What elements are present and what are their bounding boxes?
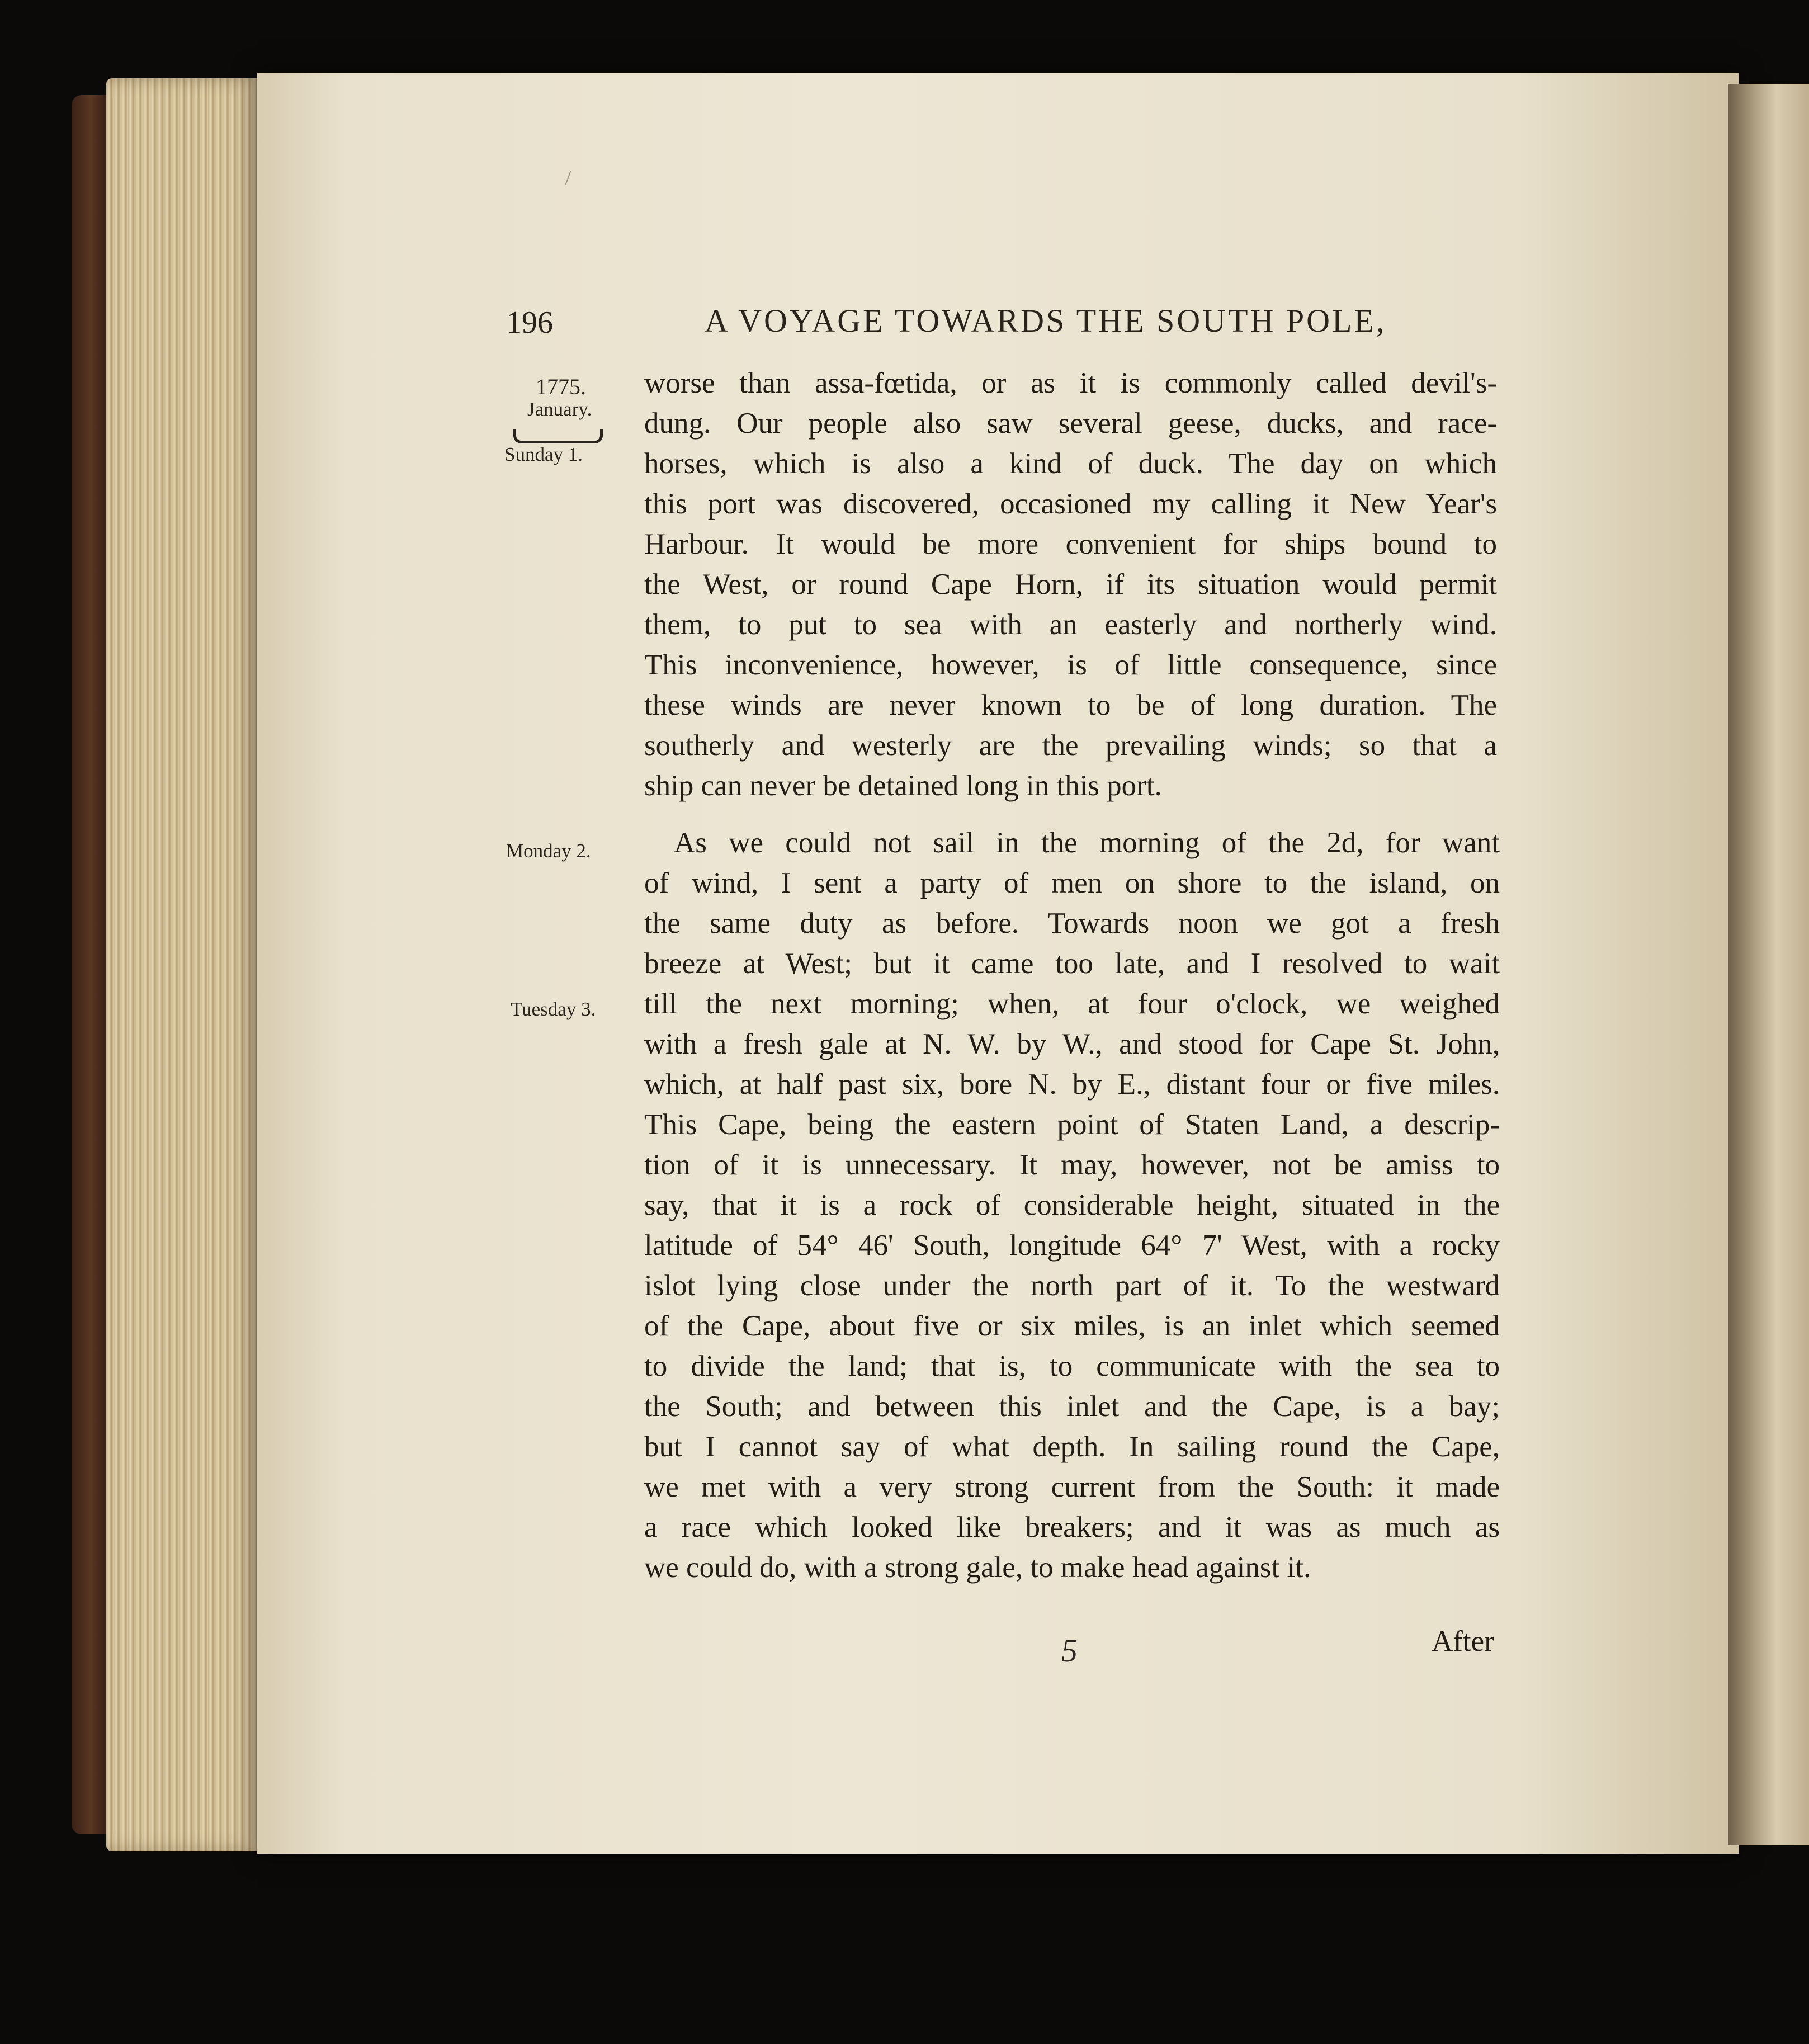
margin-note-monday: Monday 2.: [506, 840, 591, 862]
text-line: a race which looked like breakers; and it was as much as: [644, 1511, 1500, 1543]
text-line: Harbour. It would be more convenient for ships bound to: [644, 528, 1497, 560]
book-cover-edge: [72, 95, 111, 1834]
margin-note-month: January.: [527, 398, 592, 420]
page-stack-edge: [106, 78, 274, 1851]
text-line: latitude of 54° 46' South, longitude 64° 7' West, with a rocky: [644, 1229, 1500, 1262]
catchword: After: [1432, 1625, 1494, 1658]
page-number: 196: [506, 305, 553, 340]
text-line: As we could not sail in the morning of the 2d, for want: [674, 827, 1500, 859]
text-line: dung. Our people also saw several geese, ducks, and race-: [644, 407, 1497, 440]
text-line: which, at half past six, bore N. by E., distant four or five miles.: [644, 1068, 1500, 1101]
text-line: worse than assa-fœtida, or as it is commonly called devil's-: [644, 367, 1497, 399]
text-line: the same duty as before. Towards noon we got a fresh: [644, 907, 1500, 940]
margin-brace: [513, 429, 603, 443]
text-line: till the next morning; when, at four o'clock, we weighed: [644, 988, 1500, 1020]
text-line: the West, or round Cape Horn, if its situation would permit: [644, 568, 1497, 601]
text-line: of wind, I sent a party of men on shore to the island, on: [644, 867, 1500, 899]
margin-note-sunday: Sunday 1.: [504, 443, 583, 465]
text-line: ship can never be detained long in this port.: [644, 770, 1162, 802]
text-line: we met with a very strong current from the South: it made: [644, 1471, 1500, 1503]
text-line: these winds are never known to be of long duration. The: [644, 689, 1497, 721]
text-line: tion of it is unnecessary. It may, however, not be amiss to: [644, 1149, 1500, 1181]
text-line: islot lying close under the north part of it. To the westward: [644, 1269, 1500, 1302]
text-line: breeze at West; but it came too late, and I resolved to wait: [644, 947, 1500, 980]
margin-note-tuesday: Tuesday 3.: [511, 998, 596, 1020]
margin-note-year: 1775.: [536, 374, 586, 399]
text-line: the South; and between this inlet and the Cape, is a bay;: [644, 1390, 1500, 1423]
text-line: southerly and westerly are the prevailing winds; so that a: [644, 729, 1497, 762]
text-line: them, to put to sea with an easterly and northerly wind.: [644, 608, 1497, 641]
text-line: This Cape, being the eastern point of Staten Land, a descrip-: [644, 1108, 1500, 1141]
facing-page-gutter: [1728, 84, 1809, 1845]
text-line: horses, which is also a kind of duck. The day on which: [644, 447, 1497, 480]
text-line: this port was discovered, occasioned my calling it New Year's: [644, 488, 1497, 520]
text-line: with a fresh gale at N. W. by W., and stood for Cape St. John,: [644, 1028, 1500, 1060]
signature-mark: 5: [1061, 1632, 1078, 1669]
text-line: but I cannot say of what depth. In sailing round the Cape,: [644, 1431, 1500, 1463]
text-line: This inconvenience, however, is of little consequence, since: [644, 649, 1497, 681]
text-line: say, that it is a rock of considerable height, situated in the: [644, 1189, 1500, 1221]
text-line: to divide the land; that is, to communicate with the sea to: [644, 1350, 1500, 1382]
running-title: A VOYAGE TOWARDS THE SOUTH POLE,: [705, 303, 1387, 339]
text-line: we could do, with a strong gale, to make head against it.: [644, 1551, 1311, 1584]
text-line: of the Cape, about five or six miles, is an inlet which seemed: [644, 1310, 1500, 1342]
